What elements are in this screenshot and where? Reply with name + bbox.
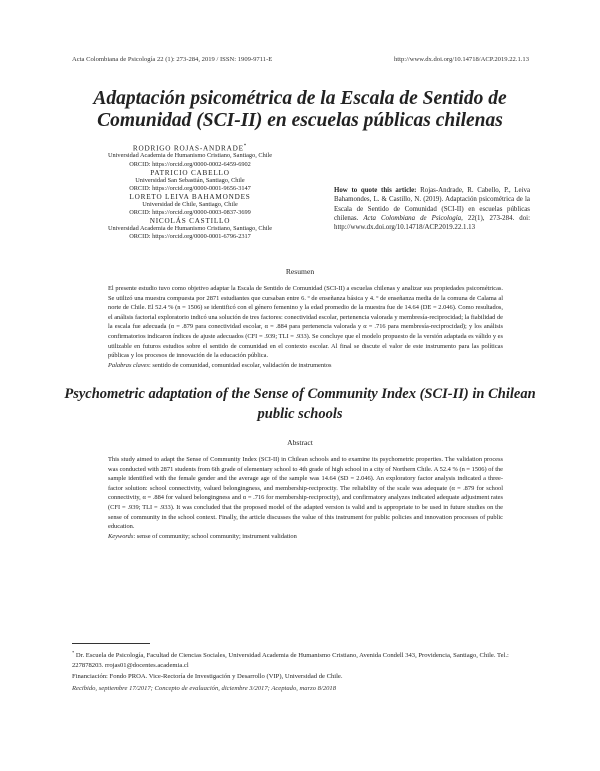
footnote-divider <box>72 643 150 644</box>
author-2 <box>92 169 288 193</box>
keywords-label: Keywords <box>108 532 134 540</box>
abstract-text: This study aimed to adapt the Sense of Community Index (SCI-II) in Chilean schools and to examine its psychometric properties. The validation process was conducted with 2871 students from 6th grade of elementary school to 4th grade of high school in a city of Northern Chile. A 52.4 % (n = 1506) of the sample identified with the female gender and the average age of the sample was 14.64 (SD = 2.046). An exploratory factor analysis indicated a three-factor solution: school connectivity, valued belongingness, and membership-reciprocity. The reliability of the scale was adequate (α = .879 for school connectivity, α = .884 for valued belongingness and α = .716 for membership-reciprocity), and confirmatory analyzes indicated adequate adjustment rates (CFI = .939; TLI = .933). It was concluded that the proposed model of the adapted version is valid and is appropriate to be used in future studies on the sense of community in the school context. Finally, the article discusses the value of this instrument for public policies and innovation processes of public education. <box>108 456 503 531</box>
author-1 <box>92 143 288 169</box>
author-3 <box>92 193 288 217</box>
author-4 <box>92 217 288 241</box>
received-dates: Recibido, septiembre 17/2017; Concepto de evaluación, diciembre 3/2017; Aceptado, marzo 8/2018 <box>72 685 337 692</box>
abstract-heading: Abstract <box>287 438 313 447</box>
author-affiliation: Universidad Academia de Humanismo Cristiano, Santiago, Chile <box>107 152 273 160</box>
keywords-text: : sentido de comunidad, comunidad escolar, validación de instrumentos <box>149 361 332 369</box>
author-orcid[interactable]: ORCID: https://orcid.org/0000-0001-6796-2317 <box>129 233 251 241</box>
resumen-text: El presente estudio tuvo como objetivo adaptar la Escala de Sentido de Comunidad (SCI-II) a escuelas chilenas y analizar sus propiedades psicométricas. Se utilizó una muestra compuesta por 2871 estudiantes que cursaban entre 6. º de enseñanza básica y 4. º de enseñanza media de la comuna de Calama al norte de Chile. El 52.4 % (n = 1506) se identificó con el género femenino y la edad promedio de la muestra fue de 14.64 (DE = 2.046). Como resultados, el análisis factorial exploratorio indicó una solución de tres factores: conectividad escolar, pertenencia valorada y membresía-reciprocidad; la fiabilidad de la escala fue adecuada (α = .879 para conectividad escolar, α = .884 para pertenencia valorada y α = .716 para membresía-reciprocidad); y los análisis confirmatorios indicaron índices de ajuste adecuados (CFI = .939; TLI = .933). Se concluye que el modelo propuesto de la versión adaptada es válido y es utilizable en futuros estudios sobre el sentido de comunidad en el contexto escolar. Al final se discute el valor de este instrumento para las políticas públicas y los procesos de innovación de la educación pública. <box>108 285 503 360</box>
title-spanish: Adaptación psicométrica de la Escala de Sentido de Comunidad (SCI-II) en escuelas públicas chilenas <box>93 88 507 131</box>
citation-doi[interactable]: 22(1), 273-284. doi: http://www.dx.doi.org/10.14718/ACP.2019.22.1.13 <box>334 214 530 232</box>
running-header-journal: Acta Colombiana de Psicología 22 (1): 273-284, 2019 / ISSN: 1909-9711-E <box>72 56 273 63</box>
citation-box <box>334 186 530 232</box>
author-affiliation: Universidad San Sebastián, Santiago, Chile <box>135 176 245 184</box>
author-name: LORETO LEIVA BAHAMONDES <box>129 192 251 201</box>
author-footnote-mark: * <box>243 144 248 149</box>
resumen-keywords <box>108 362 332 369</box>
title-english: Psychometric adaptation of the Sense of Community Index (SCI-II) in Chilean public schools <box>64 386 536 422</box>
author-list <box>92 143 288 242</box>
resumen-paragraph <box>108 284 503 370</box>
author-orcid[interactable]: ORCID: https://orcid.org/0000-0001-9656-3147 <box>129 184 251 192</box>
author-orcid[interactable]: ORCID: https://orcid.org/0000-0002-6459-6902 <box>129 160 251 168</box>
resumen-heading: Resumen <box>285 267 315 276</box>
author-name: PATRICIO CABELLO <box>150 168 230 177</box>
author-affiliation: Universidad de Chile, Santiago, Chile <box>142 201 238 209</box>
footnote-author-text: Dr. Escuela de Psicología, Facultad de Ciencias Sociales, Universidad Academia de Humanismo Cristiano, Avenida Condell 343, Providencia, Santiago, Chile. Tel.: 227878203. rrojas01@docentes.academia.cl <box>72 652 509 670</box>
running-header-doi[interactable]: http://www.dx.doi.org/10.14718/ACP.2019.22.1.13 <box>394 56 529 63</box>
footnote-funding: Financiación: Fondo PROA. Vice-Rectoría de Investigación y Desarrollo (VIP), Universidad de Chile. <box>72 672 343 680</box>
abstract-paragraph <box>108 455 503 541</box>
footnote-mark: * <box>72 650 75 655</box>
footnote-author <box>72 648 530 672</box>
footnotes <box>72 648 530 682</box>
author-name: NICOLÁS CASTILLO <box>149 217 231 226</box>
keywords-text: : sense of community; school community; instrument validation <box>133 532 297 540</box>
abstract-keywords <box>108 533 297 540</box>
citation-journal: Acta Colombiana de Psicología, <box>363 214 463 222</box>
keywords-label: Palabras claves <box>108 361 149 369</box>
citation-label: How to quote this article: <box>334 187 417 194</box>
author-name: RODRIGO ROJAS-ANDRADE <box>132 144 244 153</box>
author-orcid[interactable]: ORCID: https://orcid.org/0000-0003-0837-3699 <box>129 209 251 217</box>
citation-text: Rojas-Andrade, R. Cabello, P., Leiva Bahamondes, L. & Castillo, N. (2019). Adaptación psicométrica de la Escala de Sentido de Comunidad (SCI-II) en escuelas públicas chilenas. <box>334 187 530 222</box>
author-affiliation: Universidad Academia de Humanismo Cristiano, Santiago, Chile <box>107 225 273 233</box>
